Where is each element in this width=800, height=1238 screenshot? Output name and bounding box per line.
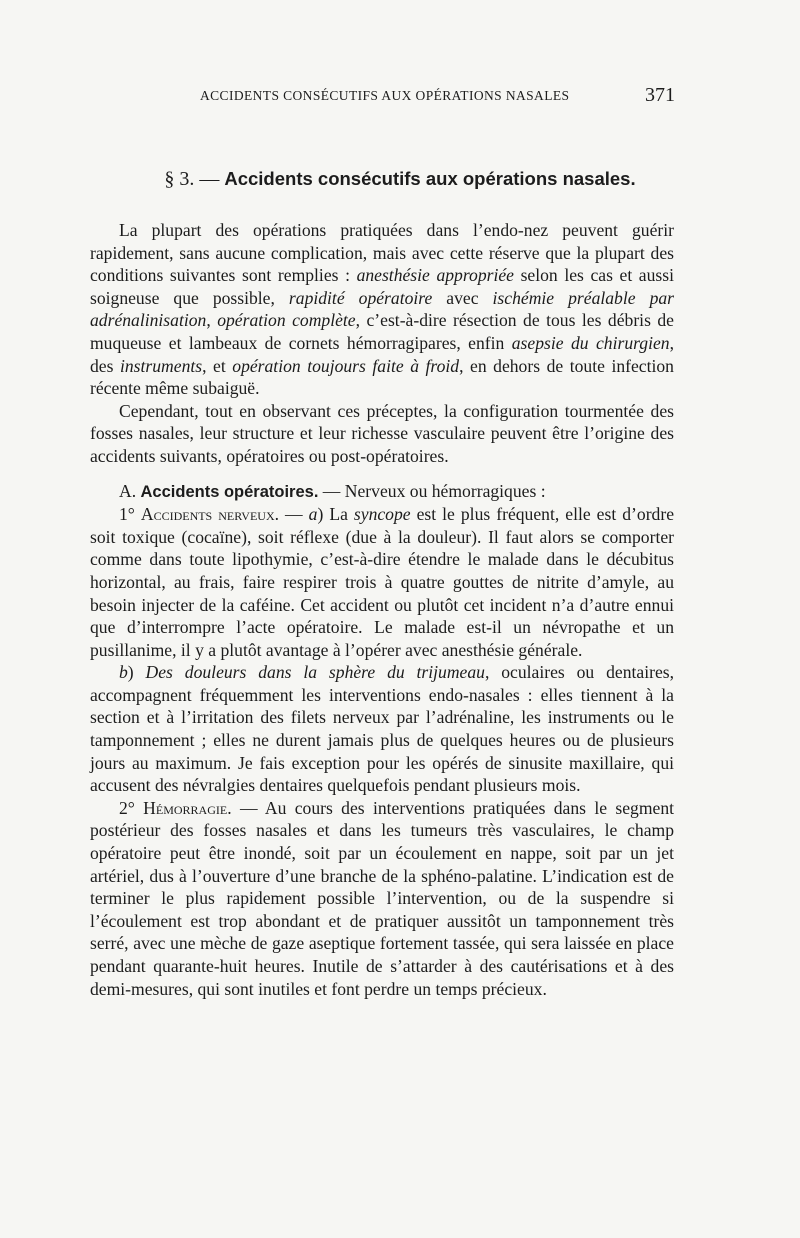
paragraph-cependant: Cependant, tout en observant ces préceptes, la configuration tourmentée des fosses nasales, leur structure et leur richesse vasculaire peuvent être l’origine des accidents suivants, opératoires ou post-opératoires.	[90, 400, 674, 466]
item-label: Hémorragie.	[143, 797, 232, 818]
text-run: ) La	[317, 504, 354, 525]
text-run: avec	[432, 287, 493, 308]
italic-run: syncope	[353, 504, 411, 525]
text-run: , et	[202, 355, 233, 376]
text-run: est le plus fréquent, elle est d’ordre soit toxique (cocaïne), soit réflexe (due à la douleur). Il faut alors se comporter comme dans toute lipothymie, c’est-à-dire étendre le malade dans le décubitus horizontal, au frais, faire respirer trois à quatre gouttes de nitrite d’amyle, au besoin injecter de la caféine. Cet accident ou plutôt cet incident n’a d’autre ennui que d’interrompre l’acte opératoire. Le malade est-il un névropathe et un pusillanime, il y a plutôt avantage à l’opérer avec anesthésie générale.	[90, 504, 675, 660]
paragraph-accidents-nerveux	[90, 503, 674, 661]
item-number: 2°	[119, 797, 144, 818]
text-run: , des	[90, 332, 675, 376]
italic-run: opération complète	[217, 310, 356, 331]
text-run: — Nerveux ou hémorragiques :	[318, 480, 546, 501]
italic-run: b	[119, 662, 128, 683]
section-number: § 3. —	[164, 168, 220, 190]
italic-run: instruments	[119, 355, 203, 376]
text-run: , c’est-à-dire résection de tous les débris de muqueuse et lambeaux de cornets hémorragipares, enfin	[90, 310, 674, 353]
body-text	[90, 219, 674, 1000]
item-number: 1°	[119, 504, 141, 525]
text-run: selon les cas et aussi soigneuse que possible,	[90, 265, 674, 308]
text-run: , en dehors de toute infection récente même subaiguë.	[90, 355, 674, 399]
italic-run: Des douleurs dans la sphère du trijumeau	[145, 662, 485, 683]
italic-run: rapidité opératoire	[288, 287, 433, 308]
text-run: ,	[206, 310, 218, 331]
text-run: — Au cours des interventions pratiquées dans le segment postérieur des fosses nasales et dans les tumeurs très vasculaires, le champ opératoire peut être inondé, soit par un écoulement en nappe, soit par un jet artériel, dus à l’ouverture d’une branche de la sphéno-palatine. L’indication est de terminer le plus rapidement possible l’intervention, ou de la suspendre si l’écoulement est trop abondant et de pratiquer aussitôt un tamponnement très serré, avec une mèche de gaze aseptique fortement tassée, qui sera laissée en place pendant quarante-huit heures. Inutile de s’attarder à des cautérisations et à des demi-mesures, qui sont inutiles et font perdre un temps précieux.	[90, 797, 675, 999]
text-run: )	[127, 662, 146, 683]
italic-run: opération toujours faite à froid	[232, 355, 460, 376]
text-run: La plupart des opérations pratiquées dans l’endo-nez peuvent guérir rapidement, sans aucune complication, mais avec cette réserve que la plupart des conditions suivantes sont remplies :	[90, 220, 674, 286]
italic-run: asepsie du chirurgien	[511, 332, 670, 353]
italic-run: ischémie préalable par adrénalinisation	[90, 287, 675, 331]
page-number: 371	[645, 84, 675, 106]
section-title	[0, 168, 800, 191]
paragraph-douleurs	[90, 661, 674, 797]
text-run: —	[279, 504, 309, 525]
paragraph-intro	[90, 219, 674, 400]
paragraph-hemorragie	[90, 797, 674, 1000]
section-title-text: Accidents consécutifs aux opérations nasales.	[224, 168, 636, 189]
item-label: Accidents nerveux.	[140, 504, 280, 525]
italic-run: anesthésie appropriée	[356, 265, 514, 286]
subsection-heading: Accidents opératoires.	[140, 482, 319, 501]
paragraph-accidents-operatoires	[90, 480, 674, 504]
subsection-letter: A.	[119, 480, 141, 501]
italic-run: a	[308, 504, 318, 525]
text-run: , oculaires ou dentaires, accompagnent fréquemment les interventions endo-nasales : elles tiennent à la section et à l’irritation des filets nerveux par l’adrénaline, les instruments ou le tamponnement ; elles ne durent jamais plus de quelques heures ou de plusieurs jours au maximum. Je fais exception pour les opérés de sinusite maxillaire, qui accusent des névralgies dentaires quelquefois pendant plusieurs mois.	[90, 662, 675, 796]
running-head: ACCIDENTS CONSÉCUTIFS AUX OPÉRATIONS NASALES	[200, 88, 570, 103]
